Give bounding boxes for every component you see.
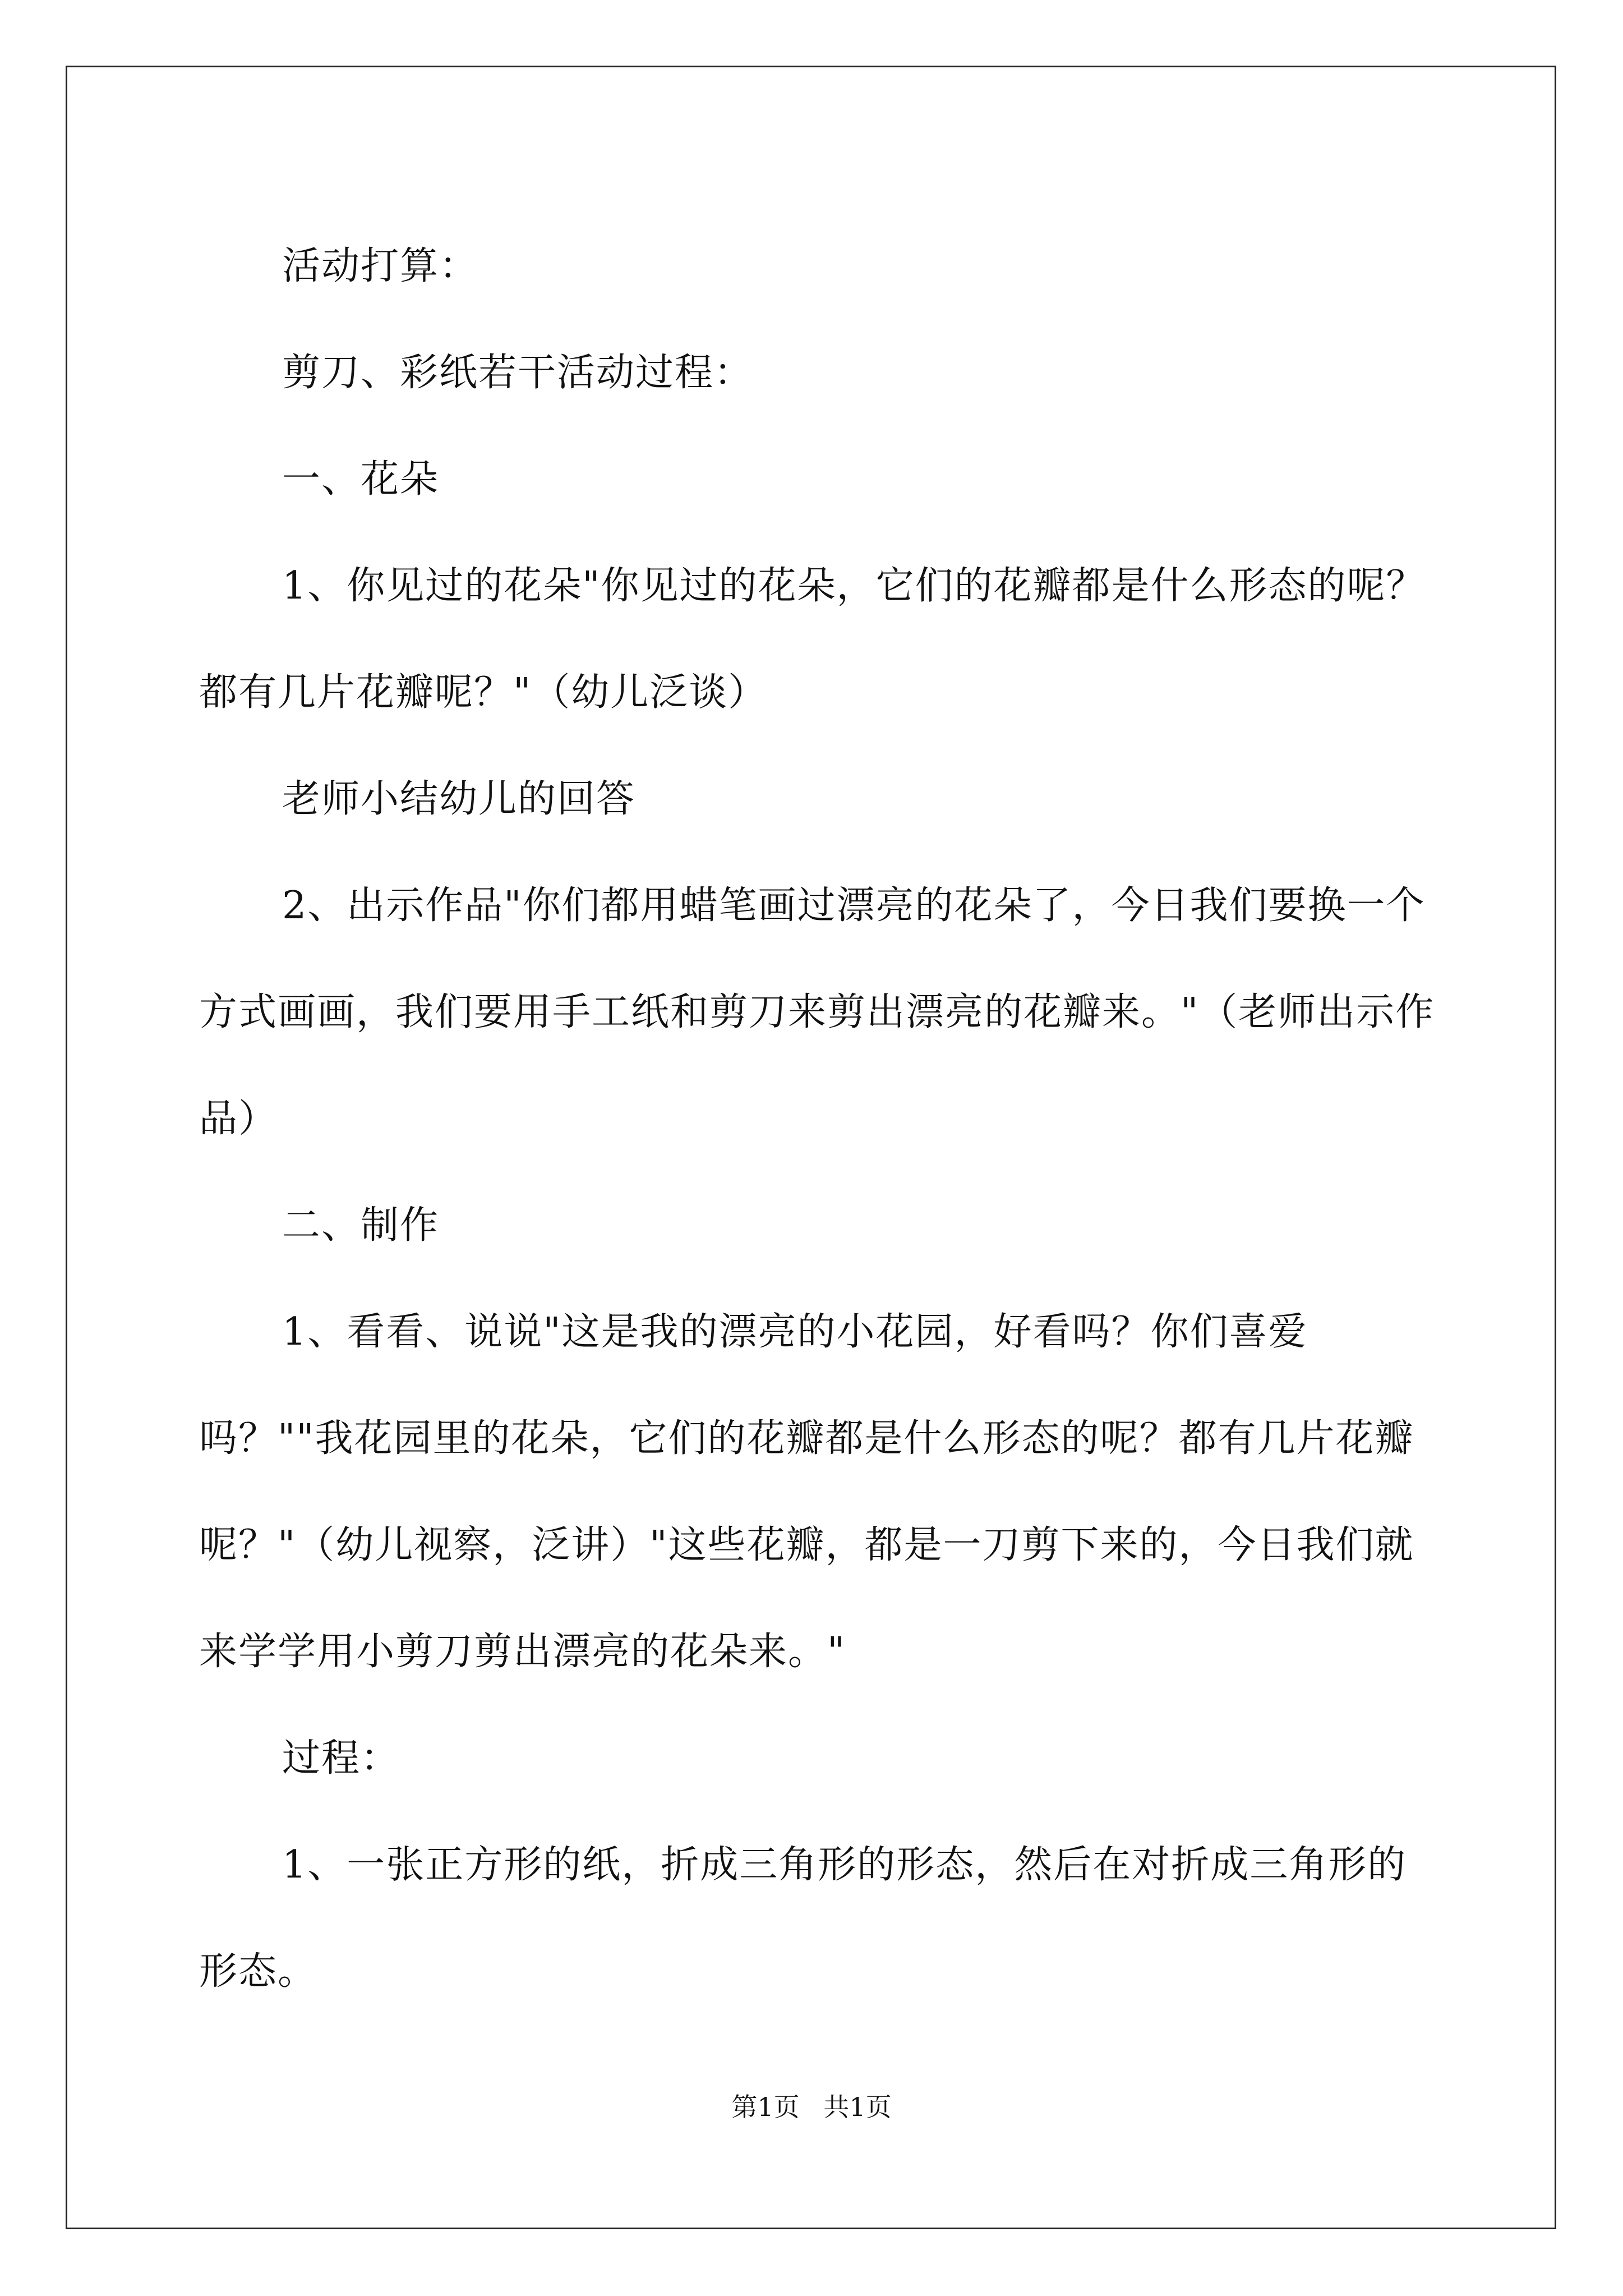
paragraph: 1、看看、说说"这是我的漂亮的小花园，好看吗？你们喜爱吗？""我花园里的花朵，它们的花瓣都是什么形态的呢？都有几片花瓣呢？"（幼儿视察，泛讲）"这些花瓣，都是一刀剪下来的，今日我们就来学学用小剪刀剪出漂亮的花朵来。" [199,1310,1414,1674]
paragraph: 活动打算： [282,244,479,288]
page-number-total: 共1页 [823,2092,892,2122]
paragraph: 二、制作 [282,1203,440,1248]
paragraph: 剪刀、彩纸若干活动过程： [282,351,754,395]
page-number-current: 第1页 [731,2092,800,2122]
document-body [199,213,1438,2025]
page-footer [0,2087,1623,2124]
paragraph: 一、花朵 [282,457,440,501]
paragraph: 1、你见过的花朵"你见过的花朵，它们的花瓣都是什么形态的呢？都有几片花瓣呢？"（幼儿泛谈） [199,564,1426,715]
paragraph: 2、出示作品"你们都用蜡笔画过漂亮的花朵了，今日我们要换一个方式画画，我们要用手工纸和剪刀来剪出漂亮的花瓣来。"（老师出示作品） [199,884,1435,1141]
paragraph: 1、一张正方形的纸，折成三角形的形态，然后在对折成三角形的形态。 [199,1843,1407,1994]
paragraph: 过程： [282,1736,400,1780]
paragraph: 老师小结幼儿的回答 [282,777,636,821]
